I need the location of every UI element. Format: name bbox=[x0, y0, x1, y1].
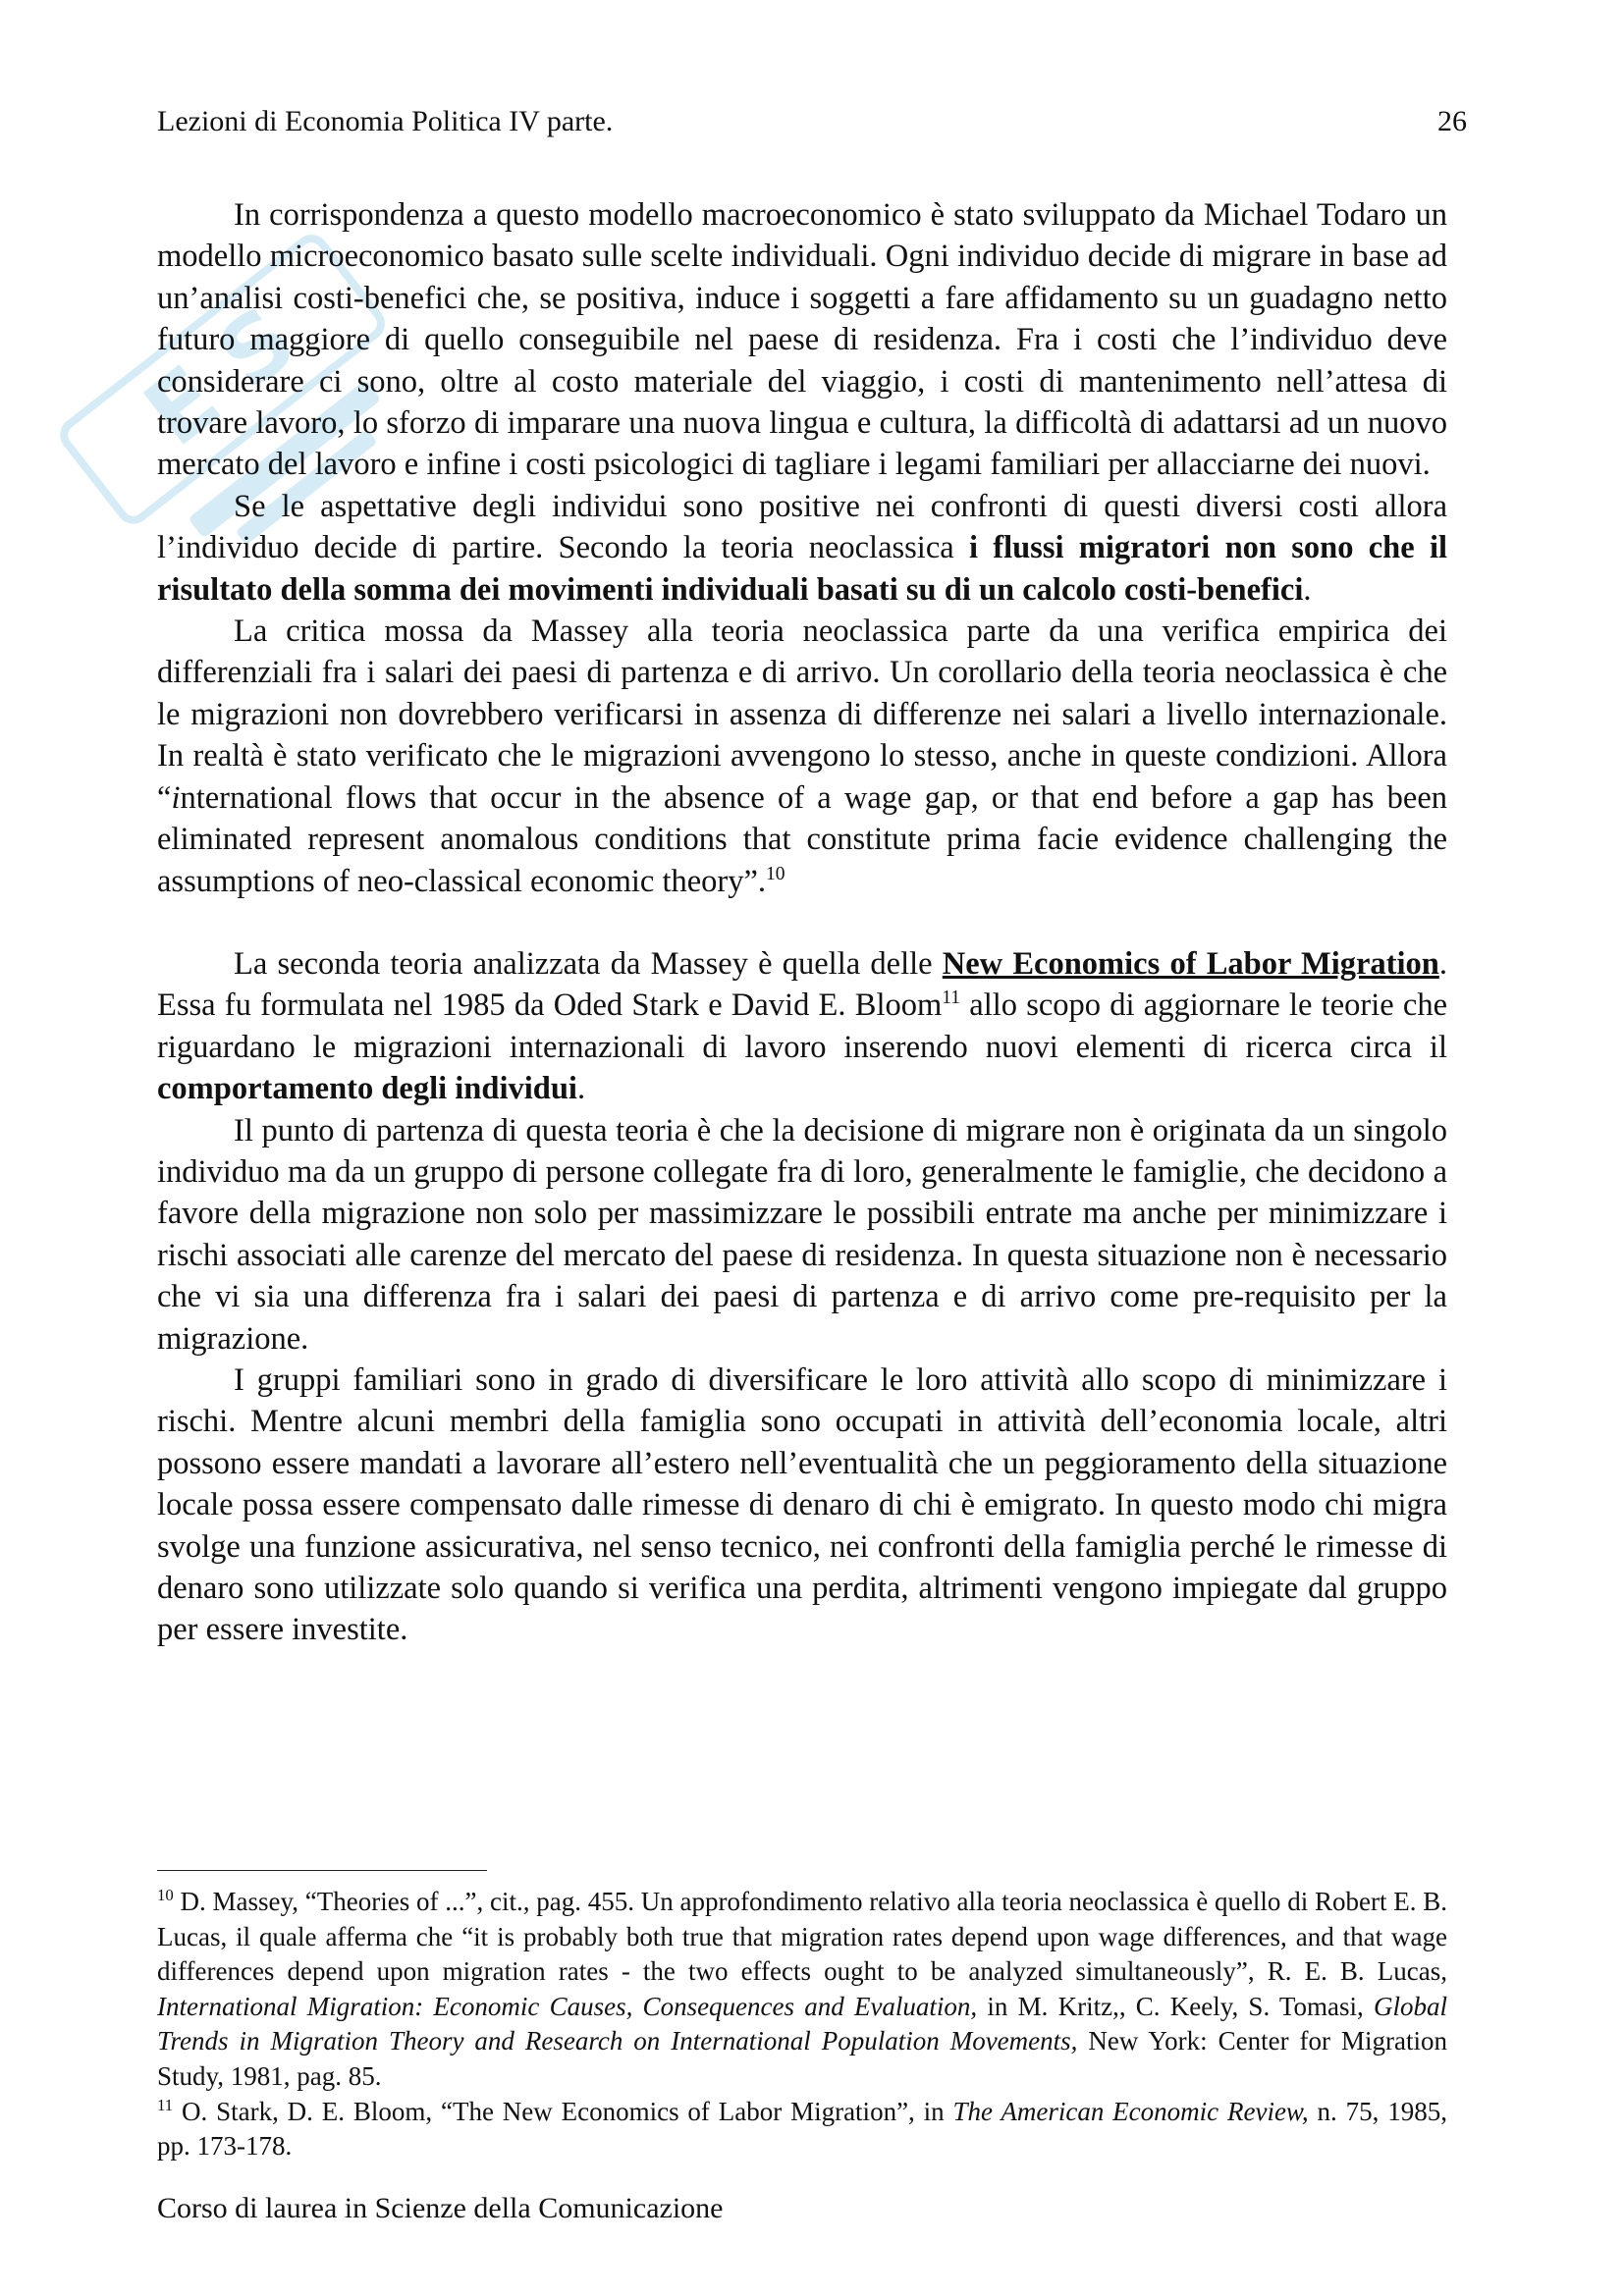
footnote-number: 10 bbox=[157, 1886, 174, 1904]
paragraph-2 bbox=[157, 486, 1447, 611]
footnote-ref-10[interactable]: 10 bbox=[766, 863, 785, 884]
paragraph-3 bbox=[157, 611, 1447, 902]
paragraph-2-text: Se le aspettative degli individui sono positive nei confronti di questi diversi costi allora l’individuo decide di partire. Secondo la teoria neoclassica bbox=[157, 488, 1447, 566]
page-number: 26 bbox=[1437, 105, 1467, 137]
paragraph-5: Il punto di partenza di questa teoria è che la decisione di migrare non è originata da un singolo individuo ma da un gruppo di persone collegate fra di loro, generalmente le famiglie, che decidono a favore della migrazione non solo per massimizzare le possibili entrate ma anche per minimizzare i rischi associati alle carenze del mercato del paese di residenza. In questa situazione non è necessario che vi sia una differenza fra i salari dei paesi di partenza e di arrivo come pre-requisito per la migrazione. bbox=[157, 1112, 1447, 1357]
footnote-10 bbox=[157, 1885, 1447, 2095]
paragraph-4-end: . bbox=[576, 1071, 586, 1107]
footnote-number: 11 bbox=[157, 2095, 174, 2114]
footnote-text: n. 75, 1985, pp. 173-178. bbox=[157, 2096, 1447, 2162]
footnote-11 bbox=[157, 2095, 1447, 2164]
paragraph-1: In corrispondenza a questo modello macroeconomico è stato sviluppato da Michael Todaro un modello microeconomico basato sulle scelte individuali. Ogni individuo decide di migrare in base ad un’analisi costi-benefici che, se positiva, induce i soggetti a fare affidamento su un guadagno netto futuro maggiore di quello conseguibile nel paese di residenza. Fra i costi che l’individuo deve considerare ci sono, oltre al costo materiale del viaggio, i costi di mantenimento nell’attesa di trovare lavoro, lo sforzo di imparare una nuova lingua e cultura, la difficoltà di adattarsi ad un nuovo mercato del lavoro e infine i costi psicologici di tagliare i legami familiari per allacciarne dei nuovi. bbox=[157, 197, 1447, 483]
paragraph-3-text: La critica mossa da Massey alla teoria neoclassica parte da una verifica empirica dei differenziali fra i salari dei paesi di partenza e di arrivo. Un corollario della teoria neoclassica è che le migrazioni non dovrebbero verificarsi in assenza di differenze nei salari a livello internazionale. In realtà è stato verificato che le migrazioni avvengono lo stesso, anche in queste condizioni. Allora “ bbox=[157, 614, 1447, 816]
new-economics-link[interactable]: New Economics of Labor Migration bbox=[942, 945, 1439, 982]
paragraph-4-mid: . Essa fu formulata nel 1985 da Oded Stark e David E. Bloom bbox=[157, 945, 1447, 1024]
footnote-text: in M. Kritz,, C. Keely, S. Tomasi, bbox=[977, 1991, 1374, 2021]
page-footer: Corso di laurea in Scienze della Comunicazione bbox=[157, 2192, 724, 2224]
footnote-ref-11[interactable]: 11 bbox=[942, 988, 961, 1009]
footnote-title: The American Economic Review, bbox=[952, 2096, 1309, 2126]
footnote-title: Global Trends in Migration Theory and Research on International Population Movements, bbox=[157, 1991, 1448, 2056]
paragraph-3-quote: nternational flows that occur in the absence of a wage gap, or that end before a gap has been eliminated represent anomalous conditions that constitute prima facie evidence challenging the assumptions of neo-classical economic theory”. bbox=[157, 779, 1447, 899]
header-title: Lezioni di Economia Politica IV parte. bbox=[157, 105, 614, 137]
footnote-text: New York: Center for Migration Study, 1981, pag. 85. bbox=[157, 2026, 1447, 2091]
footnote-divider bbox=[157, 1870, 487, 1871]
footnote-text: D. Massey, “Theories of ...”, cit., pag. 455. Un approfondimento relativo alla teoria neoclassica è quello di Robert E. B. Lucas, il quale afferma che “it is probably both true that migration rates depend upon wage differences, and that wage differences depend upon migration rates - the two effects ought to be analyzed simultaneously”, R. E. B. Lucas, bbox=[157, 1887, 1447, 1987]
paragraph-2-emphasis: i flussi migratori non sono che il risultato della somma dei movimenti individuali basati su di un calcolo costi-benefici bbox=[157, 530, 1448, 608]
page-header bbox=[157, 102, 1467, 141]
svg-text:E S: E S bbox=[125, 286, 315, 467]
paragraph-3-italic: i bbox=[171, 779, 181, 816]
footnote-title: International Migration: Economic Causes, Consequences and Evaluation, bbox=[157, 1991, 978, 2021]
body-text bbox=[157, 194, 1447, 1651]
paragraph-6: I gruppi familiari sono in grado di diversificare le loro attività allo scopo di minimizzare i rischi. Mentre alcuni membri della famiglia sono occupati in attività dell’economia locale, altri possono essere mandati a lavorare all’estero nell’eventualità che un peggioramento della situazione locale possa essere compensato dalle rimesse di denaro di chi è emigrato. In questo modo chi migra svolge una funzione assicurativa, nel senso tecnico, nei confronti della famiglia perché le rimesse di denaro sono utilizzate solo quando si verifica una perdita, altrimenti vengono impiegate dal gruppo per essere investite. bbox=[157, 1362, 1447, 1648]
footnote-text: O. Stark, D. E. Bloom, “The New Economics of Labor Migration”, in bbox=[173, 2096, 953, 2126]
paragraph-4-mid2: allo scopo di aggiornare le teorie che riguardano le migrazioni internazionali di lavoro inserendo nuovi elementi di ricerca circa il bbox=[157, 988, 1447, 1065]
paragraph-4-emphasis: comportamento degli individui bbox=[157, 1071, 577, 1107]
paragraph-2-end: . bbox=[1303, 571, 1312, 608]
paragraph-4 bbox=[157, 943, 1447, 1110]
footnotes bbox=[157, 1885, 1447, 2164]
paragraph-4-text: La seconda teoria analizzata da Massey è quella delle bbox=[234, 945, 943, 982]
